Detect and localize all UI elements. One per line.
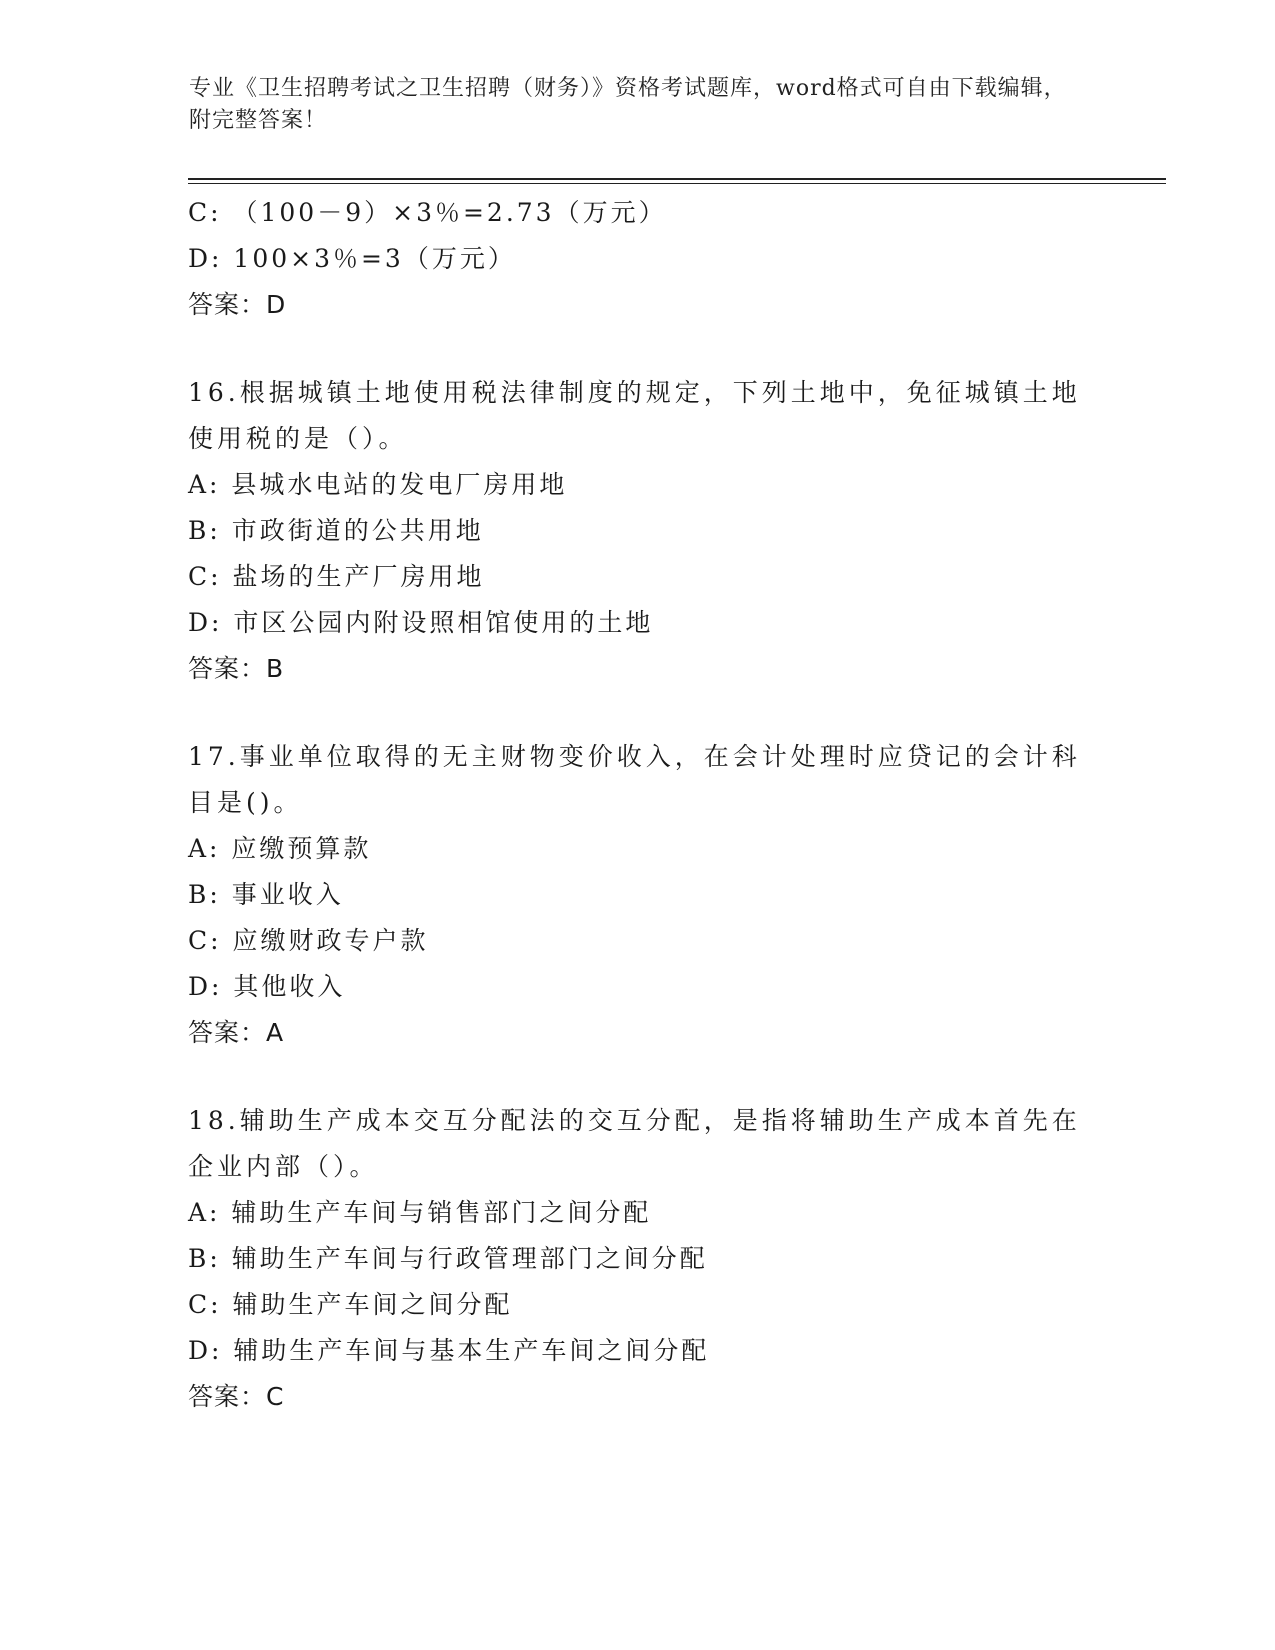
- answer-line: 答案：D: [188, 290, 287, 319]
- question-stem: 17.事业单位取得的无主财物变价收入，在会计处理时应贷记的会计科目是()。: [188, 742, 1081, 817]
- option-d: D: 其他收入: [188, 972, 346, 1001]
- option-c: C: 辅助生产车间之间分配: [188, 1290, 513, 1319]
- answer-line: 答案：A: [188, 1018, 285, 1047]
- answer-line: 答案：B: [188, 654, 285, 683]
- option-c: C: （100－9）×3％=2.73（万元）: [188, 198, 667, 227]
- option-d: D: 100×3％=3（万元）: [188, 244, 516, 273]
- option-b: B: 市政街道的公共用地: [188, 516, 484, 545]
- header-rule-thick: [188, 178, 1166, 180]
- option-c: C: 应缴财政专户款: [188, 926, 429, 955]
- option-b: B: 辅助生产车间与行政管理部门之间分配: [188, 1244, 708, 1273]
- question-content: [188, 190, 1088, 1420]
- question-17: [188, 734, 1088, 1056]
- option-a: A: 县城水电站的发电厂房用地: [188, 470, 568, 499]
- option-a: A: 辅助生产车间与销售部门之间分配: [188, 1198, 652, 1227]
- header-rule-thin: [188, 183, 1166, 184]
- question-16: [188, 370, 1088, 692]
- option-c: C: 盐场的生产厂房用地: [188, 562, 485, 591]
- answer-line: 答案：C: [188, 1382, 285, 1411]
- option-b: B: 事业收入: [188, 880, 344, 909]
- option-d: D: 辅助生产车间与基本生产车间之间分配: [188, 1336, 710, 1365]
- question-18: [188, 1098, 1088, 1420]
- previous-question-tail: [188, 190, 1088, 328]
- document-header: 专业《卫生招聘考试之卫生招聘（财务）》资格考试题库，word格式可自由下载编辑，附完整答案！: [189, 76, 1067, 133]
- option-a: A: 应缴预算款: [188, 834, 372, 863]
- question-stem: 18.辅助生产成本交互分配法的交互分配，是指将辅助生产成本首先在企业内部（）。: [188, 1106, 1081, 1181]
- question-stem: 16.根据城镇土地使用税法律制度的规定，下列土地中，免征城镇土地使用税的是（）。: [188, 378, 1081, 453]
- option-d: D: 市区公园内附设照相馆使用的土地: [188, 608, 654, 637]
